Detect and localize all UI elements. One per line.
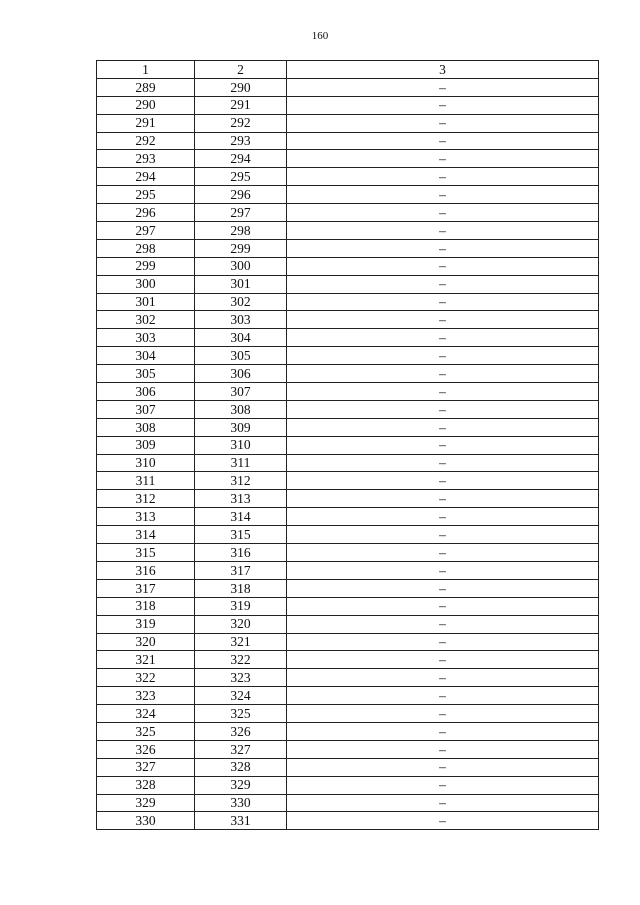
table-cell-col-3: – [287, 758, 599, 776]
table-cell-col-2: 308 [195, 400, 287, 418]
table-cell-col-1: 301 [97, 293, 195, 311]
table-cell-col-3: – [287, 239, 599, 257]
table-cell-col-2: 315 [195, 526, 287, 544]
table-cell-col-2: 324 [195, 687, 287, 705]
table-cell-col-2: 299 [195, 239, 287, 257]
table-row [97, 365, 599, 383]
table-row [97, 96, 599, 114]
table-row [97, 812, 599, 830]
table-cell-col-3: – [287, 96, 599, 114]
table-cell-col-1: 303 [97, 329, 195, 347]
table-cell-col-2: 298 [195, 222, 287, 240]
table-cell-col-1: 328 [97, 776, 195, 794]
table-row [97, 132, 599, 150]
table-cell-col-1: 327 [97, 758, 195, 776]
table-row [97, 526, 599, 544]
table-cell-col-2: 314 [195, 508, 287, 526]
table-row [97, 794, 599, 812]
table-cell-col-3: – [287, 222, 599, 240]
table-cell-col-1: 291 [97, 114, 195, 132]
table-cell-col-1: 326 [97, 740, 195, 758]
table-row [97, 168, 599, 186]
table-cell-col-2: 302 [195, 293, 287, 311]
table-cell-col-2: 297 [195, 204, 287, 222]
table-row [97, 776, 599, 794]
table-cell-col-1: 289 [97, 78, 195, 96]
table-cell-col-3: – [287, 812, 599, 830]
table-row [97, 561, 599, 579]
table-cell-col-2: 322 [195, 651, 287, 669]
table-cell-col-2: 291 [195, 96, 287, 114]
data-table [96, 60, 599, 830]
table-cell-col-1: 296 [97, 204, 195, 222]
table-row [97, 705, 599, 723]
table-row [97, 544, 599, 562]
table-cell-col-1: 308 [97, 418, 195, 436]
table-row [97, 400, 599, 418]
table-cell-col-2: 295 [195, 168, 287, 186]
table-cell-col-1: 302 [97, 311, 195, 329]
table-cell-col-1: 323 [97, 687, 195, 705]
table-cell-col-3: – [287, 454, 599, 472]
table-cell-col-3: – [287, 204, 599, 222]
table-cell-col-2: 294 [195, 150, 287, 168]
table-row [97, 722, 599, 740]
table-cell-col-3: – [287, 150, 599, 168]
table-cell-col-2: 323 [195, 669, 287, 687]
table-cell-col-3: – [287, 597, 599, 615]
table-cell-col-1: 305 [97, 365, 195, 383]
table-cell-col-2: 318 [195, 579, 287, 597]
table-cell-col-3: – [287, 114, 599, 132]
page-number: 160 [311, 30, 329, 42]
table-cell-col-3: – [287, 615, 599, 633]
table-cell-col-1: 295 [97, 186, 195, 204]
table-cell-col-1: 297 [97, 222, 195, 240]
table-row [97, 687, 599, 705]
table-row [97, 257, 599, 275]
table-row [97, 347, 599, 365]
table-cell-col-2: 320 [195, 615, 287, 633]
table-cell-col-2: 319 [195, 597, 287, 615]
table-row [97, 579, 599, 597]
table-cell-col-2: 292 [195, 114, 287, 132]
table-cell-col-2: 306 [195, 365, 287, 383]
table-cell-col-1: 299 [97, 257, 195, 275]
table-row [97, 275, 599, 293]
table-cell-col-1: 313 [97, 508, 195, 526]
table-cell-col-3: – [287, 544, 599, 562]
table-cell-col-2: 313 [195, 490, 287, 508]
column-header-3: 3 [287, 61, 599, 79]
table-row [97, 633, 599, 651]
column-header-2: 2 [195, 61, 287, 79]
table-cell-col-3: – [287, 293, 599, 311]
table-row [97, 383, 599, 401]
table-cell-col-1: 293 [97, 150, 195, 168]
table-cell-col-2: 304 [195, 329, 287, 347]
table-cell-col-1: 290 [97, 96, 195, 114]
table-cell-col-1: 322 [97, 669, 195, 687]
table-header-row [97, 61, 599, 79]
table-cell-col-3: – [287, 669, 599, 687]
table-cell-col-2: 326 [195, 722, 287, 740]
table-cell-col-1: 306 [97, 383, 195, 401]
table-cell-col-1: 320 [97, 633, 195, 651]
table-row [97, 651, 599, 669]
table-cell-col-1: 325 [97, 722, 195, 740]
table-cell-col-3: – [287, 705, 599, 723]
table-row [97, 239, 599, 257]
table-cell-col-1: 316 [97, 561, 195, 579]
table-cell-col-3: – [287, 383, 599, 401]
table-cell-col-1: 314 [97, 526, 195, 544]
table-row [97, 472, 599, 490]
table-cell-col-3: – [287, 490, 599, 508]
table-row [97, 615, 599, 633]
table-cell-col-2: 300 [195, 257, 287, 275]
table-cell-col-2: 316 [195, 544, 287, 562]
table-cell-col-3: – [287, 436, 599, 454]
table-cell-col-3: – [287, 722, 599, 740]
table-cell-col-2: 293 [195, 132, 287, 150]
table-cell-col-3: – [287, 508, 599, 526]
table-cell-col-2: 329 [195, 776, 287, 794]
table-cell-col-1: 307 [97, 400, 195, 418]
table-row [97, 150, 599, 168]
column-header-1: 1 [97, 61, 195, 79]
table-cell-col-3: – [287, 526, 599, 544]
table-cell-col-2: 328 [195, 758, 287, 776]
table-row [97, 597, 599, 615]
table-cell-col-2: 301 [195, 275, 287, 293]
table-cell-col-2: 290 [195, 78, 287, 96]
table-row [97, 186, 599, 204]
table-cell-col-3: – [287, 472, 599, 490]
table-cell-col-1: 317 [97, 579, 195, 597]
table-row [97, 740, 599, 758]
table-cell-col-1: 312 [97, 490, 195, 508]
table-cell-col-1: 298 [97, 239, 195, 257]
table-cell-col-1: 309 [97, 436, 195, 454]
table-cell-col-3: – [287, 794, 599, 812]
table-cell-col-2: 303 [195, 311, 287, 329]
table-cell-col-1: 310 [97, 454, 195, 472]
table-cell-col-1: 319 [97, 615, 195, 633]
table-row [97, 669, 599, 687]
table-cell-col-2: 321 [195, 633, 287, 651]
table-cell-col-2: 325 [195, 705, 287, 723]
table-cell-col-2: 327 [195, 740, 287, 758]
table-row [97, 311, 599, 329]
table-body [97, 78, 599, 829]
table-cell-col-3: – [287, 186, 599, 204]
table-cell-col-2: 309 [195, 418, 287, 436]
table-cell-col-1: 294 [97, 168, 195, 186]
table-cell-col-1: 330 [97, 812, 195, 830]
table-cell-col-2: 305 [195, 347, 287, 365]
table-cell-col-1: 329 [97, 794, 195, 812]
table-cell-col-2: 312 [195, 472, 287, 490]
table-cell-col-1: 321 [97, 651, 195, 669]
table-row [97, 758, 599, 776]
table-cell-col-3: – [287, 132, 599, 150]
table-cell-col-3: – [287, 168, 599, 186]
table-cell-col-3: – [287, 740, 599, 758]
table-row [97, 418, 599, 436]
table-cell-col-2: 311 [195, 454, 287, 472]
table-cell-col-1: 311 [97, 472, 195, 490]
table-cell-col-2: 330 [195, 794, 287, 812]
table-row [97, 114, 599, 132]
table-cell-col-3: – [287, 633, 599, 651]
table-cell-col-3: – [287, 579, 599, 597]
table-cell-col-1: 292 [97, 132, 195, 150]
table-cell-col-3: – [287, 776, 599, 794]
table-cell-col-3: – [287, 418, 599, 436]
table-cell-col-3: – [287, 257, 599, 275]
table-cell-col-3: – [287, 561, 599, 579]
table-row [97, 222, 599, 240]
table-cell-col-3: – [287, 347, 599, 365]
table-cell-col-1: 315 [97, 544, 195, 562]
table-cell-col-3: – [287, 329, 599, 347]
table-row [97, 490, 599, 508]
table-cell-col-1: 318 [97, 597, 195, 615]
table-cell-col-2: 296 [195, 186, 287, 204]
table-cell-col-3: – [287, 651, 599, 669]
table-cell-col-3: – [287, 365, 599, 383]
table-row [97, 454, 599, 472]
table-row [97, 293, 599, 311]
table-cell-col-1: 324 [97, 705, 195, 723]
table-row [97, 329, 599, 347]
table-cell-col-3: – [287, 78, 599, 96]
table-row [97, 508, 599, 526]
table-row [97, 78, 599, 96]
table-cell-col-2: 310 [195, 436, 287, 454]
table-cell-col-3: – [287, 275, 599, 293]
table-cell-col-2: 317 [195, 561, 287, 579]
table-cell-col-1: 300 [97, 275, 195, 293]
table-cell-col-3: – [287, 400, 599, 418]
table-cell-col-3: – [287, 687, 599, 705]
table-row [97, 436, 599, 454]
table-row [97, 204, 599, 222]
table-cell-col-3: – [287, 311, 599, 329]
table-cell-col-2: 331 [195, 812, 287, 830]
table-cell-col-1: 304 [97, 347, 195, 365]
table-cell-col-2: 307 [195, 383, 287, 401]
